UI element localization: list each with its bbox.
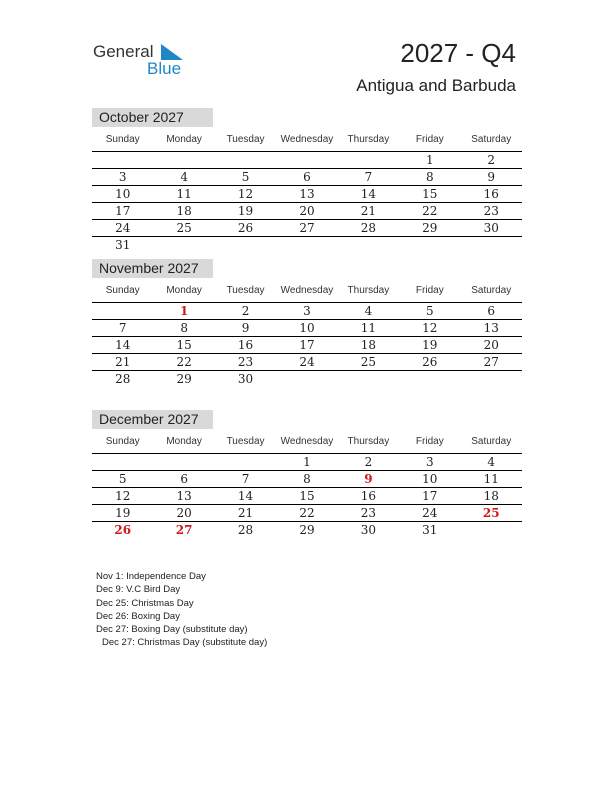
empty-day-cell [153, 152, 214, 168]
day-cell: 21 [237, 506, 254, 520]
day-cell: 5 [118, 472, 127, 486]
week-row [92, 454, 522, 471]
day-cell: 25 [360, 355, 377, 369]
weekday-label: Sunday [105, 436, 140, 447]
day-cell: 11 [483, 472, 499, 486]
empty-day-cell [153, 454, 214, 470]
day-cell: 8 [426, 170, 434, 184]
day-cell: 30 [237, 372, 254, 386]
day-cell: 30 [483, 221, 499, 235]
empty-day-cell [215, 237, 276, 253]
day-cell: 3 [426, 455, 434, 469]
day-cell: 5 [426, 304, 434, 318]
empty-day-cell [399, 371, 460, 387]
week-row [92, 337, 522, 354]
day-cell: 13 [176, 489, 192, 503]
logo [93, 42, 193, 78]
logo-text-blue: Blue [147, 59, 182, 78]
month-november [92, 259, 522, 387]
day-cell: 17 [115, 204, 131, 218]
day-cell: 9 [241, 321, 250, 335]
day-cell: 26 [237, 221, 254, 235]
day-cell: 19 [115, 506, 131, 520]
logo-text-general: General [93, 42, 154, 61]
day-cell: 6 [303, 170, 311, 184]
day-cell: 18 [483, 489, 499, 503]
month-october [92, 108, 522, 253]
day-cell: 3 [303, 304, 311, 318]
empty-day-cell [399, 237, 460, 253]
holiday-note: Dec 25: Christmas Day [96, 597, 194, 609]
weekday-label: Thursday [347, 285, 390, 296]
page-title: 2027 - Q4 [400, 38, 516, 68]
empty-day-cell [92, 454, 153, 470]
empty-day-cell [276, 237, 337, 253]
day-cell: 18 [360, 338, 377, 352]
country-name: Antigua and Barbuda [356, 76, 516, 95]
day-cell: 24 [299, 355, 315, 369]
day-cell: 22 [176, 355, 192, 369]
weekday-label: Tuesday [226, 134, 265, 145]
empty-day-cell [338, 371, 399, 387]
day-cell: 14 [237, 489, 254, 503]
week-row [92, 303, 522, 320]
week-row [92, 488, 522, 505]
day-cell: 9 [364, 472, 373, 486]
weekday-label: Friday [415, 134, 444, 145]
day-cell: 27 [175, 523, 193, 537]
month-label: November 2027 [92, 259, 213, 278]
day-cell: 12 [422, 321, 438, 335]
week-row [92, 203, 522, 220]
weekday-label: Thursday [347, 134, 390, 145]
day-cell: 26 [114, 523, 132, 537]
day-cell: 22 [422, 204, 438, 218]
day-cell: 27 [299, 221, 315, 235]
day-cell: 31 [115, 238, 131, 252]
day-cell: 29 [422, 221, 438, 235]
day-cell: 1 [179, 304, 189, 318]
day-cell: 10 [422, 472, 438, 486]
holiday-note: Nov 1: Independence Day [96, 571, 206, 582]
day-cell: 29 [176, 372, 192, 386]
weekday-header [92, 431, 522, 454]
day-cell: 12 [115, 489, 131, 503]
day-cell: 7 [118, 321, 127, 335]
day-cell: 4 [364, 304, 373, 318]
day-cell: 25 [482, 506, 500, 520]
day-cell: 6 [180, 472, 188, 486]
holiday-note: Dec 27: Boxing Day (substitute day) [96, 624, 248, 636]
day-cell: 30 [360, 523, 377, 537]
week-row [92, 169, 522, 186]
day-cell: 24 [422, 506, 438, 520]
day-cell: 13 [483, 321, 499, 335]
day-cell: 15 [299, 489, 315, 503]
day-cell: 1 [303, 455, 311, 469]
empty-day-cell [461, 371, 522, 387]
week-row [92, 220, 522, 237]
month-label: October 2027 [92, 108, 213, 127]
day-cell: 18 [176, 204, 192, 218]
day-cell: 13 [299, 187, 315, 201]
holiday-notes [96, 570, 267, 650]
day-cell: 7 [364, 170, 373, 184]
day-cell: 7 [241, 472, 250, 486]
day-cell: 29 [299, 523, 315, 537]
day-cell: 31 [422, 523, 438, 537]
day-cell: 2 [241, 304, 250, 318]
day-cell: 22 [299, 506, 315, 520]
day-cell: 27 [483, 355, 499, 369]
day-cell: 28 [237, 523, 254, 537]
day-cell: 23 [237, 355, 254, 369]
weekday-label: Monday [166, 285, 202, 296]
weekday-label: Friday [415, 436, 444, 447]
logo-triangle-icon [161, 44, 183, 60]
empty-day-cell [215, 454, 276, 470]
day-cell: 1 [426, 153, 434, 167]
day-cell: 23 [360, 506, 377, 520]
weekday-label: Sunday [105, 134, 140, 145]
day-cell: 11 [176, 187, 192, 201]
day-cell: 23 [483, 204, 499, 218]
day-cell: 28 [115, 372, 131, 386]
day-cell: 6 [487, 304, 496, 318]
day-cell: 26 [422, 355, 438, 369]
weekday-label: Friday [415, 285, 444, 296]
day-cell: 16 [483, 187, 499, 201]
day-cell: 20 [299, 204, 315, 218]
day-cell: 3 [118, 170, 127, 184]
empty-day-cell [92, 303, 153, 319]
day-cell: 14 [115, 338, 131, 352]
weekday-label: Wednesday [280, 436, 334, 447]
day-cell: 9 [487, 170, 496, 184]
weekday-label: Tuesday [226, 436, 265, 447]
day-cell: 25 [176, 221, 192, 235]
day-cell: 2 [487, 153, 496, 167]
month-december [92, 410, 522, 538]
day-cell: 24 [115, 221, 131, 235]
week-row [92, 354, 522, 371]
weekday-label: Thursday [347, 436, 390, 447]
day-cell: 19 [237, 204, 254, 218]
day-cell: 20 [176, 506, 192, 520]
weekday-label: Monday [166, 134, 202, 145]
day-cell: 4 [180, 170, 188, 184]
empty-day-cell [338, 152, 399, 168]
holiday-note: Dec 9: V.C Bird Day [96, 584, 181, 596]
weekday-header [92, 280, 522, 303]
empty-day-cell [215, 152, 276, 168]
week-row [92, 522, 522, 538]
holiday-note: Dec 26: Boxing Day [96, 610, 180, 622]
weekday-label: Monday [166, 436, 202, 447]
week-row [92, 152, 522, 169]
week-row [92, 237, 522, 253]
empty-day-cell [338, 237, 399, 253]
day-cell: 11 [360, 321, 377, 335]
day-cell: 28 [360, 221, 377, 235]
weekday-label: Saturday [471, 285, 512, 296]
week-row [92, 320, 522, 337]
weekday-label: Wednesday [280, 134, 334, 145]
day-cell: 10 [115, 187, 131, 201]
week-row [92, 186, 522, 203]
month-label: December 2027 [92, 410, 213, 429]
day-cell: 17 [422, 489, 438, 503]
empty-day-cell [276, 371, 337, 387]
day-cell: 5 [241, 170, 250, 184]
day-cell: 21 [360, 204, 377, 218]
day-cell: 20 [483, 338, 499, 352]
weekday-label: Saturday [471, 134, 512, 145]
empty-day-cell [276, 152, 337, 168]
empty-day-cell [461, 237, 522, 253]
week-row [92, 505, 522, 522]
day-cell: 2 [364, 455, 373, 469]
weekday-label: Wednesday [280, 285, 334, 296]
weekday-label: Sunday [105, 285, 140, 296]
day-cell: 16 [360, 489, 377, 503]
weekday-header [92, 129, 522, 152]
day-cell: 8 [180, 321, 188, 335]
day-cell: 17 [299, 338, 315, 352]
day-cell: 10 [299, 321, 315, 335]
week-row [92, 471, 522, 488]
day-cell: 4 [487, 455, 496, 469]
weekday-label: Saturday [471, 436, 512, 447]
day-cell: 12 [237, 187, 254, 201]
day-cell: 16 [237, 338, 254, 352]
day-cell: 8 [303, 472, 311, 486]
holiday-note: Dec 27: Christmas Day (substitute day) [102, 637, 268, 649]
day-cell: 21 [115, 355, 131, 369]
day-cell: 15 [176, 338, 192, 352]
empty-day-cell [461, 522, 522, 538]
day-cell: 15 [422, 187, 438, 201]
weekday-label: Tuesday [226, 285, 265, 296]
empty-day-cell [153, 237, 214, 253]
day-cell: 14 [360, 187, 377, 201]
day-cell: 19 [422, 338, 438, 352]
week-row [92, 371, 522, 387]
empty-day-cell [92, 152, 153, 168]
